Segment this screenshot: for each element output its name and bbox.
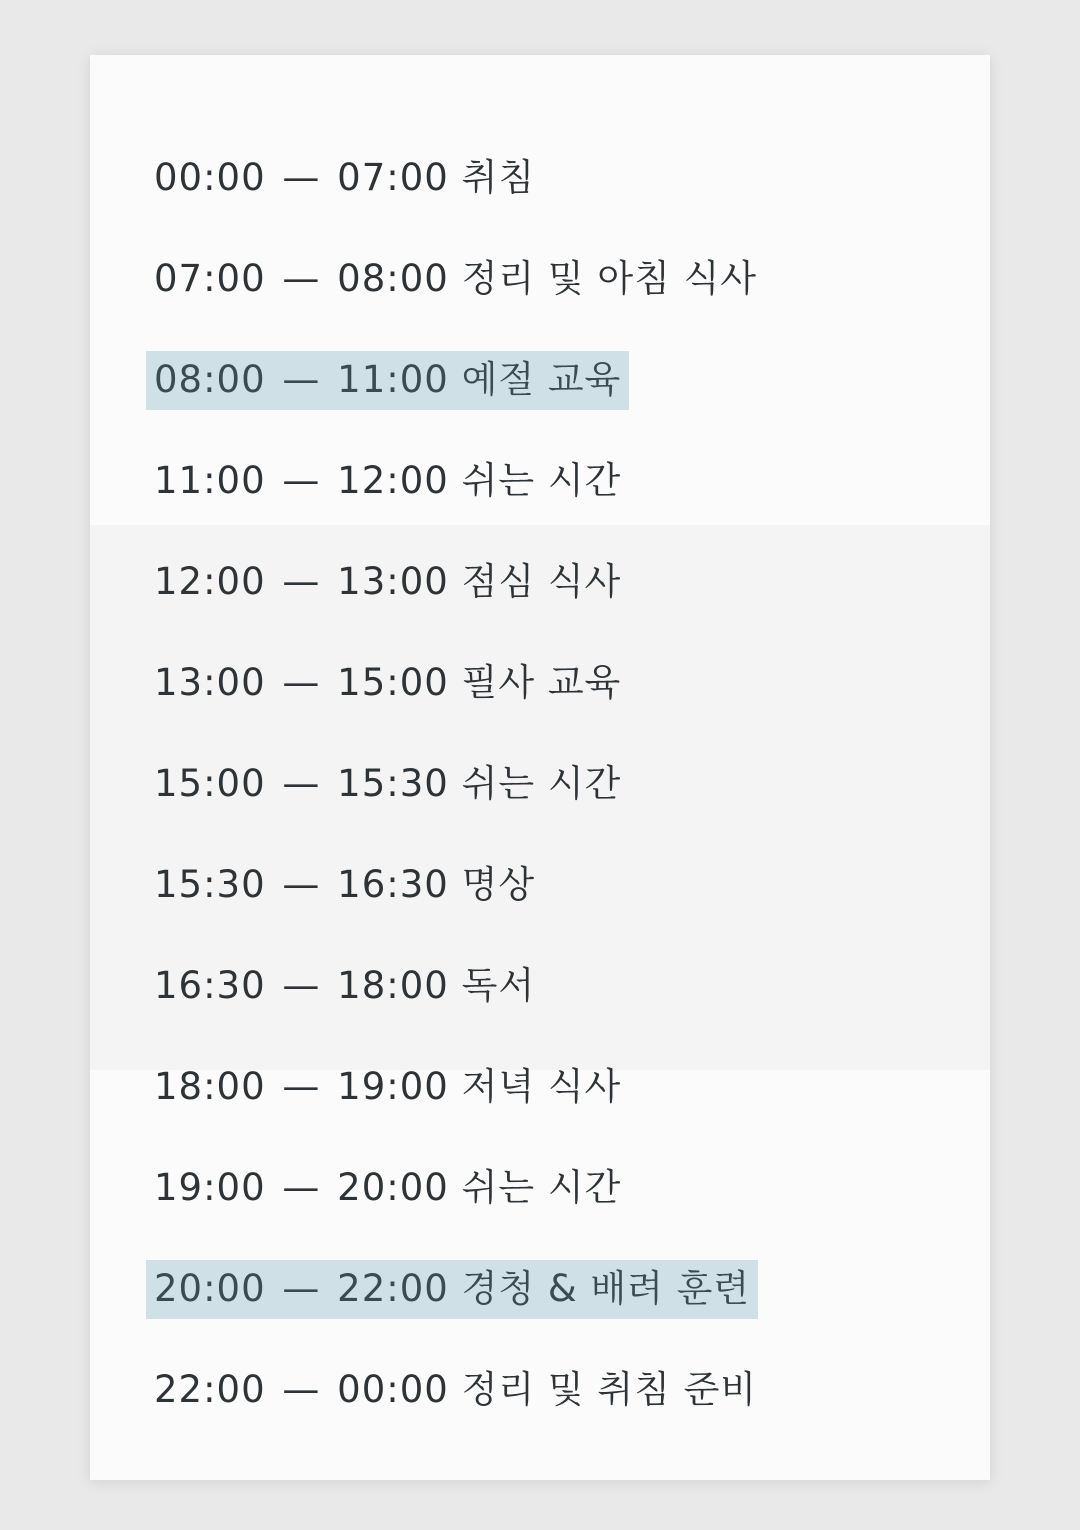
schedule-start-time: 16:30	[154, 963, 266, 1007]
schedule-list	[90, 55, 990, 1480]
schedule-row	[90, 431, 990, 532]
schedule-start-time: 15:30	[154, 862, 266, 906]
schedule-entry	[146, 1361, 765, 1421]
schedule-start-time: 00:00	[154, 155, 266, 199]
schedule-entry	[146, 250, 765, 310]
time-range-separator: —	[269, 862, 334, 906]
schedule-row	[90, 734, 990, 835]
schedule-start-time: 20:00	[154, 1266, 266, 1310]
schedule-start-time: 22:00	[154, 1367, 266, 1411]
time-range-separator: —	[269, 559, 334, 603]
schedule-end-time: 08:00	[337, 256, 449, 300]
schedule-entry	[146, 149, 543, 209]
schedule-start-time: 07:00	[154, 256, 266, 300]
schedule-entry	[146, 957, 543, 1017]
schedule-activity: 필사 교육	[448, 660, 622, 704]
schedule-start-time: 13:00	[154, 660, 266, 704]
schedule-activity: 예절 교육	[448, 357, 622, 401]
schedule-end-time: 15:30	[337, 761, 449, 805]
time-range-separator: —	[269, 761, 334, 805]
schedule-entry-highlighted	[146, 351, 629, 411]
schedule-row	[90, 532, 990, 633]
schedule-row	[90, 128, 990, 229]
schedule-entry	[146, 452, 629, 512]
schedule-entry	[146, 755, 629, 815]
schedule-entry	[146, 1159, 629, 1219]
time-range-separator: —	[269, 1266, 334, 1310]
schedule-activity: 쉬는 시간	[448, 761, 622, 805]
schedule-activity: 쉬는 시간	[448, 1165, 622, 1209]
schedule-end-time: 20:00	[337, 1165, 449, 1209]
schedule-activity: 취침	[448, 155, 536, 199]
schedule-entry	[146, 654, 629, 714]
schedule-entry	[146, 856, 543, 916]
schedule-end-time: 16:30	[337, 862, 449, 906]
time-range-separator: —	[269, 963, 334, 1007]
schedule-start-time: 08:00	[154, 357, 266, 401]
schedule-start-time: 11:00	[154, 458, 266, 502]
schedule-row	[90, 835, 990, 936]
schedule-end-time: 18:00	[337, 963, 449, 1007]
schedule-row	[90, 936, 990, 1037]
schedule-entry-highlighted	[146, 1260, 758, 1320]
schedule-page	[90, 55, 990, 1480]
schedule-row	[90, 1138, 990, 1239]
schedule-entry	[146, 1058, 629, 1118]
schedule-activity: 명상	[448, 862, 536, 906]
schedule-end-time: 12:00	[337, 458, 449, 502]
time-range-separator: —	[269, 357, 334, 401]
schedule-row	[90, 1340, 990, 1441]
time-range-separator: —	[269, 1367, 334, 1411]
schedule-row	[90, 1239, 990, 1340]
schedule-activity: 정리 및 아침 식사	[448, 256, 758, 300]
time-range-separator: —	[269, 660, 334, 704]
schedule-end-time: 11:00	[337, 357, 449, 401]
schedule-end-time: 22:00	[337, 1266, 449, 1310]
time-range-separator: —	[269, 1064, 334, 1108]
schedule-end-time: 07:00	[337, 155, 449, 199]
schedule-start-time: 19:00	[154, 1165, 266, 1209]
time-range-separator: —	[269, 1165, 334, 1209]
schedule-rows	[90, 55, 990, 1480]
schedule-end-time: 15:00	[337, 660, 449, 704]
schedule-start-time: 18:00	[154, 1064, 266, 1108]
schedule-activity: 쉬는 시간	[448, 458, 622, 502]
time-range-separator: —	[269, 256, 334, 300]
schedule-activity: 경청 & 배려 훈련	[448, 1266, 751, 1310]
schedule-activity: 정리 및 취침 준비	[448, 1367, 758, 1411]
schedule-start-time: 15:00	[154, 761, 266, 805]
time-range-separator: —	[269, 155, 334, 199]
schedule-row	[90, 229, 990, 330]
schedule-end-time: 13:00	[337, 559, 449, 603]
schedule-end-time: 19:00	[337, 1064, 449, 1108]
schedule-end-time: 00:00	[337, 1367, 449, 1411]
schedule-activity: 점심 식사	[448, 559, 622, 603]
schedule-activity: 독서	[448, 963, 536, 1007]
schedule-row	[90, 633, 990, 734]
time-range-separator: —	[269, 458, 334, 502]
schedule-entry	[146, 553, 629, 613]
schedule-row	[90, 330, 990, 431]
schedule-activity: 저녁 식사	[448, 1064, 622, 1108]
schedule-row	[90, 1037, 990, 1138]
schedule-start-time: 12:00	[154, 559, 266, 603]
